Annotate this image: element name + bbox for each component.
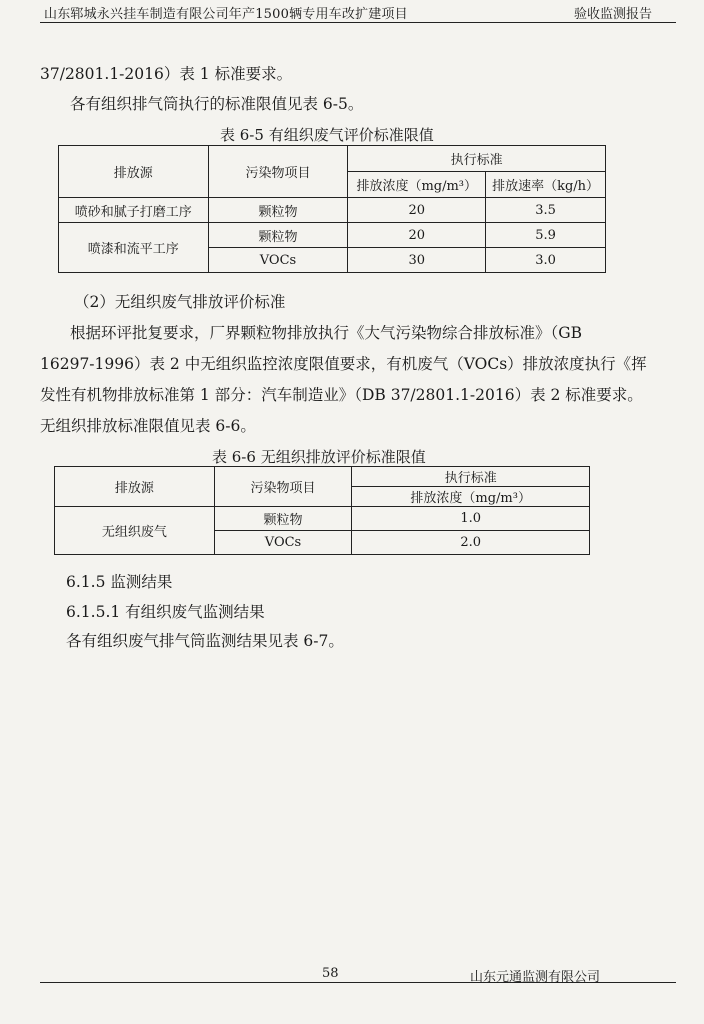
cell-rate: 5.9 (486, 223, 606, 248)
cell-concentration: 20 (348, 223, 486, 248)
section-heading-6-1-5: 6.1.5 监测结果 (66, 573, 173, 591)
footer-organization: 山东元通监测有限公司 (470, 970, 601, 985)
table-header-source: 排放源 (59, 146, 209, 198)
cell-pollutant: 颗粒物 (208, 198, 348, 223)
cell-pollutant: VOCs (208, 248, 348, 273)
table-6-6 (54, 466, 590, 555)
table-6-5-caption: 表 6-5 有组织废气评价标准限值 (220, 126, 434, 144)
cell-pollutant: 颗粒物 (208, 223, 348, 248)
table-row (59, 223, 606, 248)
table-row (55, 507, 590, 531)
cell-pollutant: 颗粒物 (214, 507, 352, 531)
cell-source: 无组织废气 (55, 507, 215, 555)
paragraph-table65-intro: 各有组织排气筒执行的标准限值见表 6-5。 (70, 95, 364, 113)
cell-source: 喷砂和腻子打磨工序 (59, 198, 209, 223)
footer-divider (40, 982, 676, 983)
table-header-standard: 执行标准 (352, 467, 590, 487)
paragraph-standard-ref: 37/2801.1-2016）表 1 标准要求。 (40, 65, 293, 83)
cell-concentration: 20 (348, 198, 486, 223)
cell-rate: 3.5 (486, 198, 606, 223)
paragraph-line: 发性有机物排放标准第 1 部分：汽车制造业》（DB 37/2801.1-2016）表 2 标准要求。 (40, 386, 643, 404)
table-row (59, 198, 606, 223)
table-header-rate: 排放速率（kg/h） (486, 172, 606, 198)
table-6-5 (58, 145, 606, 273)
cell-source: 喷漆和流平工序 (59, 223, 209, 273)
table-header-standard: 执行标准 (348, 146, 606, 172)
paragraph-line: 根据环评批复要求，厂界颗粒物排放执行《大气污染物综合排放标准》（GB (70, 324, 583, 342)
cell-pollutant: VOCs (214, 531, 352, 555)
cell-concentration: 1.0 (352, 507, 590, 531)
table-header-concentration: 排放浓度（mg/m³） (352, 487, 590, 507)
header-divider (40, 22, 676, 23)
table-header-source: 排放源 (55, 467, 215, 507)
table-header-pollutant: 污染物项目 (208, 146, 348, 198)
page-number: 58 (322, 966, 339, 981)
header-project-title: 山东郓城永兴挂车制造有限公司年产1500辆专用车改扩建项目 (44, 7, 408, 22)
cell-concentration: 30 (348, 248, 486, 273)
paragraph-line: 无组织排放标准限值见表 6-6。 (40, 417, 256, 435)
section-heading-6-1-5-1: 6.1.5.1 有组织废气监测结果 (66, 603, 265, 621)
paragraph-table67-intro: 各有组织废气排气筒监测结果见表 6-7。 (66, 632, 344, 650)
header-report-type: 验收监测报告 (574, 7, 653, 22)
table-6-6-caption: 表 6-6 无组织排放评价标准限值 (212, 448, 426, 466)
cell-concentration: 2.0 (352, 531, 590, 555)
paragraph-line: 16297-1996）表 2 中无组织监控浓度限值要求，有机废气（VOCs）排放浓度执行《挥 (40, 355, 647, 373)
table-header-pollutant: 污染物项目 (214, 467, 352, 507)
cell-rate: 3.0 (486, 248, 606, 273)
table-header-concentration: 排放浓度（mg/m³） (348, 172, 486, 198)
section-heading-fugitive: （2）无组织废气排放评价标准 (74, 293, 286, 311)
